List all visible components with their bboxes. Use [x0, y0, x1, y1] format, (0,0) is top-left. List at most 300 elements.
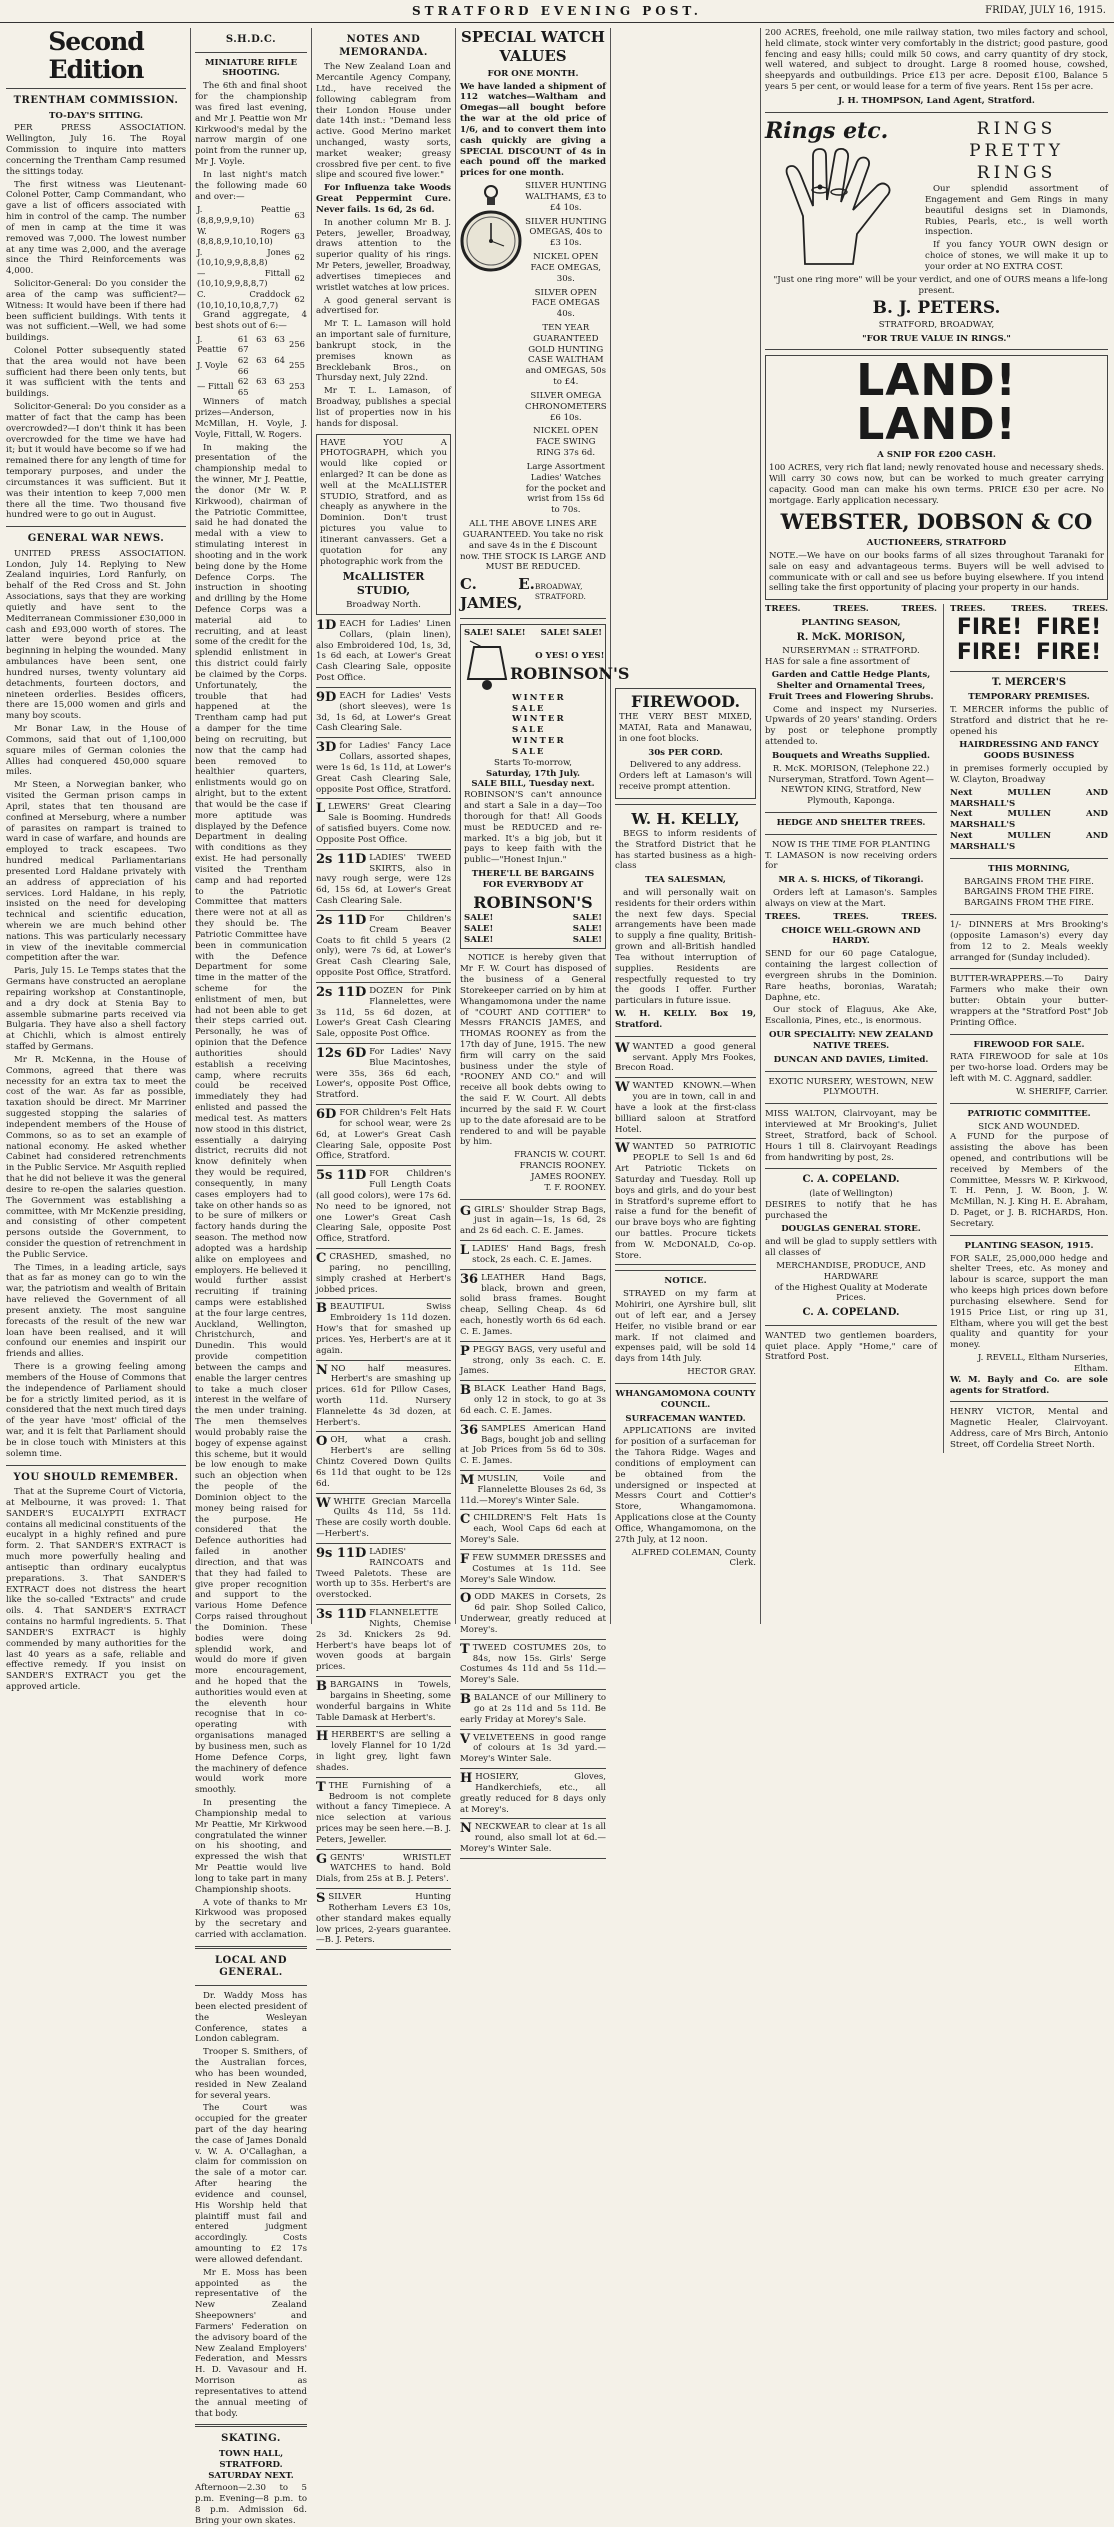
ad-lead: 3D: [316, 740, 337, 756]
ad-lead: B: [316, 1301, 327, 1317]
butter-wrappers-ad: BUTTER-WRAPPERS.—To Dairy Farmers who make their own butter: Obtain your butter-wrappers at the "Stratford Post" Job Printing Office.: [950, 974, 1108, 1028]
classified-ad: [460, 1244, 606, 1266]
winter-sale-line: WINTER SALE: [512, 736, 566, 757]
shooter-shots: 62 63 63 65: [237, 376, 285, 397]
peters-address: STRATFORD, BROADWAY,: [878, 319, 995, 330]
classified-ad: [316, 1252, 451, 1295]
score-row: [195, 226, 307, 247]
morison-items: Garden and Cattle Hedge Plants, Shelter and Ornamental Trees, Fruit Trees and Flowering Shrubs.: [768, 670, 934, 702]
stock-body: Our stock of Elaguus, Ake Ake, Escallonia, Pines, etc., is enormous.: [765, 1005, 937, 1027]
sale-tag: SALE!: [464, 912, 494, 923]
ad-separator: [316, 1298, 451, 1299]
mullen-line: Next MULLEN AND MARSHALL'S: [950, 787, 1108, 809]
aggregate-row: [195, 355, 307, 376]
shooter-score: 62: [294, 251, 305, 262]
ad-text: PEGGY BAGS, very useful and strong, only 3s each. C. E. James.: [460, 1344, 606, 1377]
article-paragraph: Mr T. L. Lamason will hold an important sale of furniture, bankrupt stock, in the premises known as Brecklebank Bros., on Thursday next, July 22nd.: [316, 319, 451, 384]
article-paragraph: In presenting the Championship medal to Mr Peattie, Mr Kirkwood congratulated the winner on his shooting, and expressed the wish that Mr Peattie would live long to take part in many Championship shoots.: [195, 1798, 307, 1895]
column-rule: [610, 28, 611, 1624]
planting-season: PLANTING SEASON,: [801, 617, 901, 628]
classified-ad: [316, 802, 451, 845]
classified-ad: [460, 1513, 606, 1545]
sale-tag: SALE!: [464, 923, 494, 934]
kelly-signature: W. H. KELLY. Box 19, Stratford.: [615, 1009, 756, 1030]
watch-ad-intro: We have landed a shipment of 112 watches—Waltham and Omegas—all bought before the war at the old price of 1/6, and to convert them into cash quickly are giving a SPECIAL DISCOUNT of 4s in each pound off the marked prices for one month.: [460, 81, 606, 179]
sale-bill-day: SALE BILL, Tuesday next.: [471, 779, 595, 790]
shooter-name: C. Craddock (10,10,10,10,8,7,7): [197, 288, 291, 310]
column-5: [615, 28, 756, 1624]
ad-text: WANTED KNOWN.—When you are in town, call in and have a look at the first-class billiard saloon at Stratford Hotel.: [615, 1081, 756, 1135]
catalogue-body: SEND for our 60 page Catalogue, containing the largest collection of evergreen shrubs in the Dominion. Rare heaths, boronias, Waratah; Daphne, etc.: [765, 949, 937, 1003]
mercer-body: T. MERCER informs the public of Stratford and district that he re-opened his: [950, 705, 1108, 737]
ad-text: BARGAINS in Towels, bargains in Sheeting, some wonderful bargains in White Table Damask at Herbert's.: [316, 1680, 451, 1723]
watch-ad-title: SPECIAL WATCH VALUES: [461, 28, 605, 65]
ad-lead: G: [316, 1851, 328, 1867]
advert-text: HAVE YOU A PHOTOGRAPH, which you would like copied or enlarged? It can be done as well at the McALLISTER STUDIO, Stratford, and as cheaply as anywhere in the Dominion. Don't trust pictures you value to itinerant canvassers. Get a quotation for any photographic work from the: [320, 437, 447, 567]
ad-separator: [460, 1269, 606, 1270]
classified-ad: [316, 1730, 451, 1773]
classified-ad: [460, 1693, 606, 1725]
classified-ad: [316, 691, 451, 734]
classified-ad: [460, 1592, 606, 1635]
rings-heading-line: PRETTY: [969, 140, 1064, 161]
ad-lead: L: [460, 1243, 470, 1259]
classified-ad: [460, 1474, 606, 1506]
ad-separator: [316, 1043, 451, 1044]
classified-ad: [316, 1169, 451, 1245]
shooter-score: 62: [294, 273, 305, 284]
kelly-body: BEGS to inform residents of the Stratford District that he has started business as a high-class: [615, 828, 756, 872]
ad-separator: [316, 1360, 451, 1361]
land-listing: 200 ACRES, freehold, one mile railway station, two miles factory and school, held climate, stock winter very comfortably in the district; good pasture, good fencing and easy hills; could milk 50 cows, and carry quantity of dry stock, well watered, and subject to drought. Large 8 roomed house, cowshed, sheepyards and outbuildings. Price £13 per acre. Deposit £100, Balance 5 years 5 per cent, or would lease for a term of five years. Rent 15s per acre.: [765, 28, 1108, 93]
ad-text: VELVETEENS in good range of colours at 1s 3d yard.—Morey's Winter Sale.: [460, 1732, 606, 1765]
morison-signature: R. McK. MORISON, (Telephone 22.) Nurseryman, Stratford. Town Agent—NEWTON KING, Stratford, New Plymouth, Kaponga.: [768, 763, 934, 807]
shooter-score: 63: [294, 230, 305, 241]
rings-heading: [925, 118, 1108, 184]
ad-separator: [316, 1493, 451, 1494]
oyes-text: O YES! O YES!: [535, 650, 605, 661]
ad-text: TWEED COSTUMES 20s, to 84s, now 15s. Girls' Serge Costumes 4s 11d and 5s 11d.—Morey's Sale.: [460, 1642, 606, 1686]
ad-text: NECKWEAR to clear at 1s all round, also small lot at 6d.—Morey's Winter Sale.: [460, 1822, 606, 1854]
column-rule: [311, 28, 312, 1624]
classified-ad: [460, 1345, 606, 1377]
trees-word: TREES.: [1072, 604, 1108, 615]
ad-separator: [615, 1138, 756, 1139]
classified-ad: [316, 1047, 451, 1101]
ad-separator: [460, 1380, 606, 1381]
ad-lead: C: [460, 1512, 471, 1528]
ad-text: BEAUTIFUL Swiss Embroidery 1s 11d dozen. How's that for smashed up prices. Yes, Herbert's are at it again.: [316, 1302, 451, 1356]
article-paragraph: Colonel Potter subsequently stated that the area would not have been sufficient had there been only tents, but it was sufficient with the tents and buildings.: [6, 345, 186, 400]
article-paragraph: Winners of match prizes—Anderson, McMillan, H. Voyle, J. Voyle, Fittall, W. Rogers.: [195, 397, 307, 440]
ad-text: WHITE Grecian Marcella Quilts 4s 11d, 5s 11d. These are cosily worth double.—Herbert's.: [316, 1496, 451, 1540]
dealer-name: C. E. JAMES,: [460, 575, 535, 613]
ad-text: FLANNELETTE Nights, Chemise 2s 3d. Knickers 2s 9d. Herbert's have beaps lot of woven goods at bargain prices.: [316, 1608, 451, 1673]
firewood-delivery: Delivered to any address.: [629, 760, 742, 771]
classified-ad: [316, 1364, 451, 1429]
ad-separator: [316, 1165, 451, 1166]
headline-rifle: MINIATURE RIFLE SHOOTING.: [204, 57, 298, 79]
shooter-name: J. Jones (10,10,9,9,8,8,8): [197, 246, 291, 268]
ad-separator: [460, 1818, 606, 1819]
advert-rings: [765, 118, 1108, 275]
ad-separator: [460, 1768, 606, 1769]
ad-lead: 2s 11D: [316, 984, 367, 1000]
trees-banner: [765, 912, 937, 923]
ad-separator: [316, 687, 451, 688]
copeland-late: (late of Wellington): [809, 1188, 893, 1199]
score-row: [195, 204, 307, 225]
firewood-sale-heading: FIREWOOD FOR SALE.: [973, 1039, 1085, 1050]
town-crier-bell-icon: [464, 639, 510, 693]
ad-text: SAMPLES American Hand Bags, bought job and selling at Job Prices from 5s 6d to 30s. C. E. James.: [460, 1423, 606, 1467]
ad-separator: [460, 1549, 606, 1550]
article-paragraph: The New Zealand Loan and Mercantile Agency Company, Ltd., have received the following cablegram from their London House under date 14th inst.: "Demand less active. Good Merino market unchanged, wasty sorts, market weaker; greasy crossbred five per cent. to five slipe and scoured five lower.": [316, 62, 451, 181]
mercer-temp: TEMPORARY PREMISES.: [968, 692, 1090, 703]
column-6: [765, 28, 1108, 1624]
article-paragraph: The Court was occupied for the greater part of the day hearing the case of James Donald v. W. A. O'Callaghan, a claim for commission on the sale of a motor car. After hearing the evidence and counsel, His Worship held that plaintiff must fail and entered judgment accordingly. Costs amounting to £2 17s were allowed defendant.: [195, 2103, 307, 2265]
ad-separator: [460, 1639, 606, 1640]
fire-bargain-line: BARGAINS FROM THE FIRE.: [964, 898, 1094, 909]
classified-ad: [460, 1733, 606, 1765]
aggregate-row: [195, 376, 307, 397]
rings-heading-line: RINGS: [976, 162, 1057, 183]
article-paragraph: A good general servant is advertised for.: [316, 295, 451, 317]
shooter-name: — Fittall: [197, 381, 234, 392]
notice-heading: NOTICE.: [664, 1276, 707, 1287]
article-paragraph: Mr R. McKenna, in the House of Commons, agreed that there was necessity for an extra tax to meet the cost of the war. As far as possible, taxation should be direct. Mr Marriner suggested stopping the salaries of independent members of the House of Commons, so as to set an example of national economy. He asked whether Cabinet had considered retrenchments in the Public Service. Mr Asquith replied that he did not believe it was the general desire to re-open the salaries question. The Government was establishing a committee, with Mr McKenzie presiding, and consisting of other competent persons outside the Government, to consider the question of retrenchment in the Public Service.: [6, 1054, 186, 1260]
article-paragraph: In last night's match the following made 60 and over:—: [195, 169, 307, 202]
signatory: FRANCIS W. COURT.: [514, 1150, 606, 1161]
mullen-line: Next MULLEN AND MARSHALL'S: [950, 809, 1108, 831]
speciality: OUR SPECIALITY: NEW ZEALAND NATIVE TREES.: [768, 1030, 934, 1051]
watch-price-item: NICKEL OPEN FACE SWING RING 37s 6d.: [533, 426, 599, 459]
mercer-body-2: in premises formerly occupied by W. Clayton, Broadway: [950, 764, 1108, 785]
column-2: [195, 28, 307, 2526]
ad-separator: [316, 1543, 451, 1544]
shooter-name: J. Peattie (8,8,9,9,9,10): [197, 204, 291, 225]
classified-ad: [316, 914, 451, 979]
sale-tag: SALE!: [572, 923, 602, 934]
ad-separator: [316, 1949, 451, 1950]
ad-text: CHILDREN'S Felt Hats 1s each, Wool Caps 6d each at Morey's Sale.: [460, 1513, 606, 1546]
notice-signatories: [460, 1150, 606, 1193]
ad-text: FOR Children's Full Length Coats (all good colors), were 17s 6d. No need to be ignored, not one Lower's Great Cash Clearing Sale, opposite Post Office, Stratford.: [316, 1169, 451, 1245]
article-paragraph: Solicitor-General: Do you consider as a matter of fact that the camp has been overcrowded?—I don't think it has been overcrowded for the time we have had it; but it would have become so if we had remained there for any length of time for temporary purposes, and under the circumstances it was sufficient. But it was their intention to keep 7,000 men there all the time. Two thousand five hundred were to go out in August.: [6, 402, 186, 521]
ad-lead: W: [615, 1080, 630, 1096]
ad-text: GENTS' WRISTLET WATCHES to hand. Bold Dials, from 25s at B. J. Peters'.: [316, 1852, 451, 1885]
rata-ad: RATA FIREWOOD for sale at 10s per two-horse load. Orders may be left with M. C. Aggnard, saddler.: [950, 1052, 1108, 1085]
land-agent: J. H. THOMPSON, Land Agent, Stratford.: [838, 95, 1035, 106]
victor-ad: HENRY VICTOR, Mental and Magnetic Healer, Clairvoyant. Address, care of Mrs Birch, Antonio Street, off Cordelia Street North.: [950, 1407, 1108, 1450]
ad-lead: B: [460, 1692, 471, 1708]
fund-body: A FUND for the purpose of assisting the above has been opened, and contributions will be received by Members of the Committee, Messrs W. P. Kirkwood, T. H. Penn, J. W. Boon, J. W. McMillan, N. J. King H. E. Abraham, D. Paget, or J. B. RICHARDS, Hon. Secretary.: [950, 1132, 1108, 1229]
ad-lead: 12s 6D: [316, 1045, 367, 1061]
ad-lead: B: [460, 1383, 471, 1399]
bargains-line: THERE'LL BE BARGAINS FOR EVERYBODY AT: [471, 869, 595, 890]
firewood-body: THE VERY BEST MIXED, MATAI, Rata and Manawau, in one foot blocks.: [619, 712, 752, 744]
watch-price-item: SILVER HUNTING OMEGAS, 40s to £3 10s.: [525, 216, 607, 249]
ad-lead: B: [316, 1679, 327, 1695]
advert-firewood: [615, 688, 756, 799]
rings-script-title: Rings etc.: [765, 117, 889, 144]
fire-word: FIRE!: [1035, 640, 1102, 666]
advert-land: [765, 355, 1108, 600]
fire-bargains: [950, 877, 1108, 909]
score-row: [195, 289, 307, 310]
copeland-body-3: of the Highest Quality at Moderate Prices.: [774, 1282, 928, 1304]
shooter-shots: 61 63 63 67: [237, 333, 285, 355]
ad-separator: [615, 1264, 756, 1265]
ad-lead: V: [460, 1731, 471, 1747]
watch-price-item: TEN YEAR GUARANTEED GOLD HUNTING CASE WALTHAM and OMEGAS, 50s to £4.: [525, 323, 607, 388]
signatory: JAMES ROONEY.: [531, 1171, 606, 1182]
subhead-sitting: TO-DAY'S SITTING.: [48, 110, 144, 121]
ad-text: NO half measures. Herbert's are smashing up prices. 61d for Pillow Cases, worth 11d. Nursery Flannelette 4s 3d dozen, at Herbert's.: [316, 1363, 451, 1428]
trees-word: TREES.: [901, 911, 937, 922]
classified-ad: [460, 1553, 606, 1585]
signatory: FRANCIS ROONEY.: [519, 1161, 606, 1172]
classified-ads: [615, 1042, 756, 1266]
ad-lead: W: [615, 1040, 630, 1056]
notice-signature: HECTOR GRAY.: [687, 1367, 756, 1378]
fire-row: [950, 615, 1108, 640]
shooter-total: 253: [289, 381, 305, 392]
article-paragraph: There is a growing feeling among members of the House of Commons that the independence of Parliament should be for a strictly limited period, as it is considered that the next much tired days of the year have 'most' official of the war, and it is felt that Parliament should be in close touch with Ministers at this solemn time.: [6, 1362, 186, 1459]
classified-ad: [316, 1302, 451, 1356]
classified-ad: [460, 1273, 606, 1338]
trees-word: TREES.: [950, 604, 986, 615]
watch-ad-footer: ALL THE ABOVE LINES ARE GUARANTEED. You take no risk and save 4s in the £ Discount now. THE STOCK IS LARGE AND MUST BE REDUCED.: [460, 519, 607, 573]
article-paragraph: Paris, July 15. Le Temps states that the Germans have constructed an aeroplane repairing workshop at Constantinople, and a dry dock at Stenia Bay to assemble submarine parts received via Bulgaria. They have also a shell factory at Chichli, which is almost entirely staffed by Germans.: [6, 966, 186, 1053]
ad-separator: [316, 910, 451, 911]
planting-time: NOW IS THE TIME FOR PLANTING: [771, 839, 931, 850]
ad-lead: 9s 11D: [316, 1545, 367, 1561]
ad-separator: [316, 1676, 451, 1677]
hicks-name: MR A. S. HICKS, of Tikorangi.: [778, 875, 924, 886]
peters-name: B. J. PETERS.: [872, 298, 1001, 319]
ad-text: OH, what a crash. Herbert's are selling Chintz Covered Down Quilts 6s 11d that ought to be 12s 6d.: [316, 1435, 451, 1489]
classified-ad: [615, 1142, 756, 1261]
watch-price-item: SILVER OMEGA CHRONOMETERS £6 10s.: [525, 390, 607, 423]
ad-lead: 2s 11D: [316, 912, 367, 928]
ad-text: For Children's Cream Beaver Coats to fit child 5 years (2 only), were 7s 6d, at Lower's Great Cash Clearing Sale, opposite Post Office, Stratford.: [316, 913, 451, 979]
robinsons-body: ROBINSON'S can't announce and start a Sale in a day—Too thorough for that! All Goods must be REDUCED and re-marked. It's a big job, but it pays to keep faith with the public—"Honest Injun.": [464, 790, 602, 866]
studio-address: Broadway North.: [346, 600, 421, 611]
classified-ad: [316, 1853, 451, 1885]
ad-separator: [316, 798, 451, 799]
robinsons-name-2: ROBINSON'S: [473, 892, 593, 912]
column-4: [460, 28, 630, 1854]
sheriff-signature: W. SHERIFF, Carrier.: [1015, 1086, 1108, 1097]
article-paragraph: The 6th and final shoot for the championship was fired last evening, and Mr J. Peattie won Mr Kirkwood's medal by the narrow margin of one point from the runner up, Mr J. Voyle.: [195, 81, 307, 168]
skating-venue: TOWN HALL, STRATFORD. SATURDAY NEXT.: [208, 2448, 294, 2481]
headline-remember: YOU SHOULD REMEMBER.: [13, 1471, 179, 1483]
shooter-name: J. Voyle: [197, 360, 228, 371]
ad-text: LEWERS' Great Clearing Sale is Booming. Hundreds of satisfied buyers. Come now. Opposite Post Office.: [316, 802, 451, 845]
ad-separator: [316, 1431, 451, 1432]
ad-lead: 6D: [316, 1107, 337, 1123]
ad-lead: C: [316, 1251, 327, 1267]
ad-separator: [316, 1849, 451, 1850]
trees-word: TREES.: [833, 604, 869, 615]
advert-mcallister: [316, 434, 451, 615]
sale-tag: SALE!: [464, 934, 494, 945]
classified-ads: [460, 1205, 606, 1859]
classified-ad: [316, 1608, 451, 1673]
classified-ad: [316, 1547, 451, 1601]
watch-price-item: SILVER HUNTING WALTHAMS, £3 to £4 10s.: [525, 181, 607, 213]
sale-tags-right: [573, 913, 602, 945]
article-paragraph: Trooper S. Smithers, of the Australian forces, who has been wounded, resided in New Zealand for several years.: [195, 2047, 307, 2101]
morison-body-2: Come and inspect my Nurseries. Upwards of 20 years' standing. Orders by post or telephone promptly attended to.: [765, 704, 937, 748]
sale-start-date: Saturday, 17th July.: [486, 768, 580, 779]
nurseryman: NURSERYMAN :: STRATFORD.: [782, 646, 920, 657]
ad-lead: M: [460, 1472, 475, 1488]
mullen-line: Next MULLEN AND MARSHALL'S: [950, 831, 1108, 852]
ad-separator: [460, 1689, 606, 1690]
morison-name: R. McK. MORISON,: [796, 631, 906, 643]
shooter-name: W. Rogers (8,8,8,9,10,10,10): [197, 225, 291, 247]
winter-sale-line: WINTER SALE: [512, 714, 566, 736]
ad-separator: [460, 1729, 606, 1730]
ad-lead: F: [460, 1551, 470, 1567]
dealer-address: BROADWAY, STRATFORD.: [534, 582, 586, 601]
shooter-total: 256: [289, 339, 305, 350]
watch-price-item: NICKEL OPEN FACE OMEGAS, 30s.: [530, 252, 602, 284]
copeland-body: DESIRES to notify that he has purchased the: [765, 1199, 937, 1221]
merchandise: MERCHANDISE, PRODUCE, AND HARDWARE: [776, 1260, 926, 1282]
classified-ad: [316, 1781, 451, 1846]
column-rule: [190, 28, 191, 1624]
ad-separator: [460, 1470, 606, 1471]
ad-lead: 5s 11D: [316, 1168, 367, 1184]
ad-separator: [460, 1858, 606, 1859]
land-body: 100 ACRES, very rich flat land; newly renovated house and necessary sheds. Will carry 30 cows now, but can be worked to much greater carrying capacity. Good man can make his own terms. PRICE £30 per acre. No mortgage. Early application necessary.: [769, 463, 1105, 506]
article-paragraph: For Influenza take Woods Great Peppermint Cure. Never fails. 1s 6d, 2s 6d.: [316, 183, 451, 215]
masthead: [0, 0, 1114, 23]
notice-strayed: STRAYED on my farm at Mohiriri, one Ayrshire bull, slit out of left ear, and a Jersey Heifer, no visible brand or ear mark. If not claimed and expenses paid, will be sold 14 days from 14th July.: [615, 1289, 756, 1365]
ad-lead: G: [460, 1203, 472, 1219]
this-morning: THIS MORNING,: [988, 863, 1070, 874]
score-row: [195, 247, 307, 268]
shooter-score: 63: [294, 209, 305, 220]
bouquets: Bouquets and Wreaths Supplied.: [772, 750, 930, 761]
article-paragraph: Mr E. Moss has been appointed as the representative of the New Zealand Sheepowners' and Farmers' Federation on the advisory board of the New Zealand Employers' Federation, and Messrs H. D. Vavasour and H. Morrison as representatives to attend the annual meeting of that body.: [195, 2267, 307, 2419]
trees-banner: [765, 604, 937, 615]
trees-banner: [950, 604, 1108, 615]
hicks-orders: Orders left at Lamason's. Samples always on view at the Mart.: [765, 888, 937, 909]
classified-ad: [615, 1042, 756, 1074]
ad-text: SILVER Hunting Rotherham Levers £3 10s, other standard makes equally low prices, 2-years guarantee.—B. J. Peters.: [316, 1892, 451, 1946]
kelly-body-2: and will personally wait on residents for their orders within the next few days. Special arrangements have been made to supply a fine quality, British-grown and all-British handled Tea without interruption of supplies. Residents are respectfully requested to try the goods I offer. Further particulars in future issue.: [615, 887, 756, 1007]
ad-text: LADIES' TWEED SKIRTS, also in navy rough serge, were 12s 6d, 15s 6d, at Lower's Great Cash Clearing Sale.: [316, 852, 451, 907]
ad-separator: [316, 1248, 451, 1249]
trees-word: TREES.: [765, 911, 801, 922]
ad-lead: L: [316, 801, 326, 817]
council-heading: WHANGAMOMONA COUNTY COUNCIL.: [615, 1388, 756, 1410]
ad-lead: O: [316, 1434, 328, 1450]
mercer-name: T. MERCER'S: [991, 676, 1067, 688]
article-paragraph: The first witness was Lieutenant-Colonel Potter, Camp Commandant, who gave a list of officers associated with him in control of the camp. The number of men in camp at the time it was removed was 7,000. The lowest number at any time was 2,000, and the average since the Third Reinforcements was 4,000.: [6, 179, 186, 277]
advert-robinsons-winter-sale: [460, 624, 630, 949]
ad-text: WANTED a good general servant. Apply Mrs Fookes, Brecon Road.: [615, 1041, 756, 1074]
classified-ad: [316, 1108, 451, 1162]
choice-heading: CHOICE WELL-GROWN AND HARDY.: [781, 925, 921, 947]
ad-separator: [316, 982, 451, 983]
auctioneer-note: NOTE.—We have on our books farms of all sizes throughout Taranaki for sale on easy and advantageous terms. Buyers will be well advised to communicate with or call and see us before buying elsewhere. If you intend selling take the first opportunity of placing your property in our hands.: [769, 550, 1104, 594]
ad-lead: W: [316, 1495, 331, 1511]
ad-text: LADIES' RAINCOATS and Tweed Paletots. These are worth up to 35s. Herbert's are overstocked.: [316, 1546, 451, 1601]
classified-ad: [460, 1384, 606, 1416]
patriotic-heading: PATRIOTIC COMMITTEE.: [967, 1108, 1091, 1119]
ad-lead: O: [460, 1591, 472, 1607]
winter-sale-lines: [464, 693, 602, 758]
fire-row: [950, 640, 1108, 665]
lamason-body: T. LAMASON is now receiving orders for: [765, 850, 937, 872]
ad-lead: 2s 11D: [316, 851, 367, 867]
fire-word: FIRE!: [956, 640, 1023, 666]
shooter-name: — Fittall (10,10,9,9,8,8,7): [197, 267, 291, 289]
ad-lead: T: [316, 1779, 326, 1795]
ad-lead: H: [316, 1729, 329, 1745]
copeland-name-2: C. A. COPELAND.: [802, 1307, 900, 1319]
ad-separator: [316, 1604, 451, 1605]
sick-wounded: SICK AND WOUNDED.: [978, 1121, 1080, 1132]
hand-with-rings-icon: [765, 146, 915, 266]
fire-banner: [950, 615, 1108, 666]
article-paragraph: The Times, in a leading article, says that as far as money can go to win the war, the patriotism and wealth of Britain have relieved the Government of all present anxiety. The most sanguine forecasts of the result of the new war loan have been realised, and it will confound our enemies and inspirit our friends and allies.: [6, 1262, 186, 1360]
article-paragraph: PER PRESS ASSOCIATION. Wellington, July 16. The Royal Commission to inquire into matters concerning the Trentham Camp resumed the sittings today.: [6, 123, 186, 177]
article-paragraph: Mr Steen, a Norwegian banker, who visited the German prison camps in April, states that ten thousand are confined at Merseburg, where a number of parasites on rampart is trained to ward in case of warfare, and hounds are employed to track escapees. Two hundred medical Parliamentarians presented Lord Haldane privately with an address of appreciation of his services. Lord Haldane, in his reply, insisted on the need for developing technical and scientific education, wherein we are much behind other nations. This was particularly necessary in view of the inevitable commercial competition after the war.: [6, 780, 186, 964]
shooter-total: 255: [289, 360, 305, 371]
ad-lead: N: [316, 1362, 328, 1378]
land-banner: LAND! LAND!: [856, 355, 1017, 451]
fire-word: FIRE!: [1035, 614, 1102, 640]
firewood-orders: Orders left at Lamason's will receive prompt attention.: [619, 771, 752, 793]
ad-separator: [316, 1777, 451, 1778]
trees-word: TREES.: [901, 604, 937, 615]
hedge-heading: HEDGE AND SHELTER TREES.: [776, 818, 926, 828]
ad-separator: [615, 1077, 756, 1078]
sale-tag: SALE!: [572, 934, 602, 945]
ad-lead: 1D: [316, 618, 337, 633]
ad-text: GIRLS' Shoulder Strap Bags, just in again—1s, 1s 6d, 2s and 2s 6d each. C. E. James.: [460, 1204, 606, 1237]
winter-sale-line: WINTER SALE: [512, 692, 566, 714]
article-paragraph: A vote of thanks to Mr Kirkwood was proposed by the secretary and carried with acclamation.: [195, 1897, 307, 1941]
headline-war-news: GENERAL WAR NEWS.: [27, 533, 165, 545]
watch-price-item: SILVER OPEN FACE OMEGAS 40s.: [531, 287, 600, 320]
headline-trentham: TRENTHAM COMMISSION.: [13, 95, 179, 106]
ad-lead: 9D: [316, 689, 337, 705]
edition-banner: Second Edition: [48, 27, 144, 84]
surfaceman-signature: ALFRED COLEMAN, County Clerk.: [631, 1547, 756, 1569]
column-1: [6, 27, 186, 1693]
bayly-agents: W. M. Bayly and Co. are sole agents for Stratford.: [950, 1374, 1108, 1396]
ad-text: DOZEN for Pink Flannelettes, were 3s 11d, 5s 6d dozen, at Lower's Great Cash Clearing Sale, opposite Post Office.: [316, 985, 451, 1040]
classified-ad: [460, 1205, 606, 1237]
article-paragraph: Solicitor-General: Do you consider the area of the camp was sufficient?—Witness: It would have been if there had been sufficient buildings. With tents it was not sufficient.—Well, we had some buildings.: [6, 279, 186, 344]
column-3: [316, 28, 451, 1946]
classified-ad: [316, 853, 451, 907]
ad-text: FEW SUMMER DRESSES and Costumes at 1s 11d. See Morey's Sale Window.: [460, 1552, 606, 1585]
shooter-shots: 62 63 64 66: [237, 354, 285, 376]
ad-separator: [316, 1104, 451, 1105]
peters-tagline: "FOR TRUE VALUE IN RINGS.": [862, 333, 1011, 344]
studio-name: McALLISTER STUDIO,: [342, 570, 425, 598]
ad-lead: P: [460, 1343, 470, 1359]
morison-body: HAS for sale a fine assortment of: [765, 657, 910, 668]
